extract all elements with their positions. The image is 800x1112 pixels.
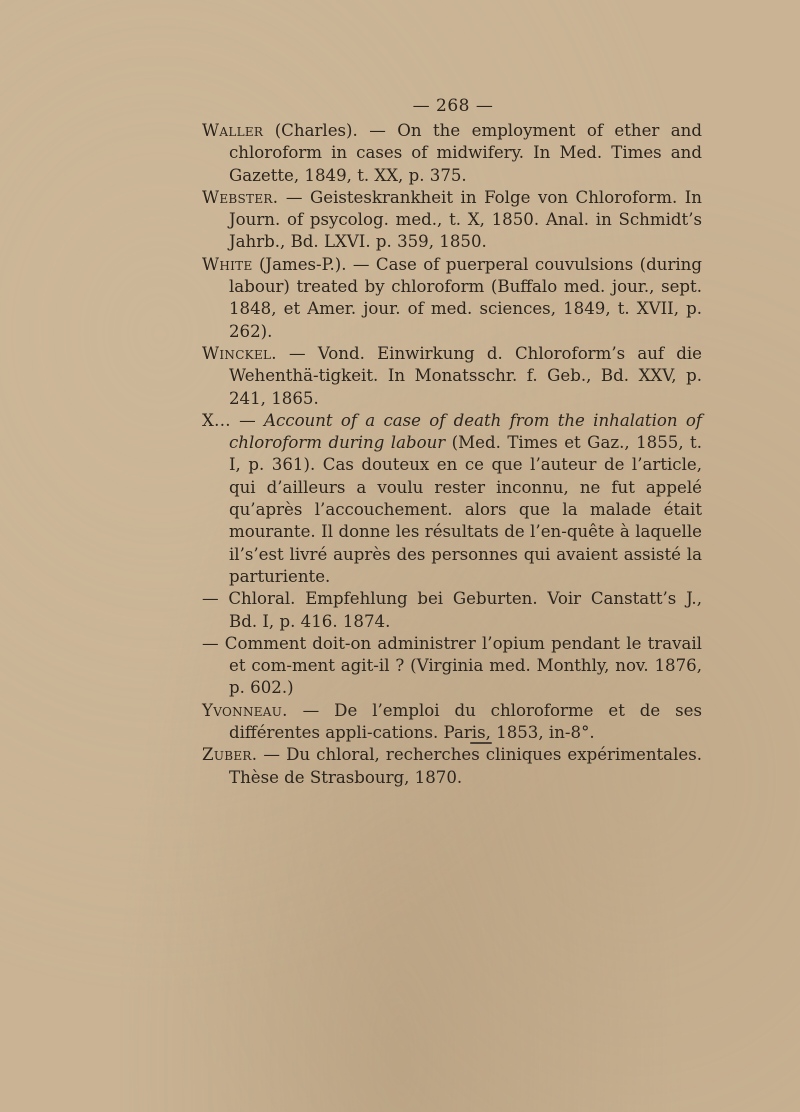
entry-dash: — [230, 410, 264, 430]
entry-text: — Du chloral, recherches cliniques expérimentales. Thèse de Strasbourg, 1870. [229, 745, 702, 787]
ink-speck [470, 742, 492, 744]
bibliography-entry-chloral [202, 588, 702, 633]
bibliography-entry-opium [202, 633, 702, 700]
entry-text: — Comment doit-on administrer l’opium pendant le travail et com-ment agit-il ? (Virginia med. Monthly, nov. 1876, p. 602.) [202, 633, 702, 698]
entry-text: (Med. Times et Gaz., 1855, t. I, p. 361). Cas douteux en ce que l’auteur de l’article, qui d’ailleurs a voulu rester inconnu, ne fut appelé qu’après l’accouchement. alors que la malade était mourante. Il donne les résultats de l’en-quête à laquelle il’s’est livré auprès des personnes qui avaient assisté la parturiente. [229, 433, 702, 586]
entry-author: Winckel. [202, 343, 277, 363]
entry-author: Webster. [202, 187, 279, 207]
bibliography-entry-white [202, 254, 702, 343]
entry-author: White [202, 254, 253, 274]
bibliography-entry-zuber [202, 744, 702, 789]
bibliography-entry-yvonneau [202, 700, 702, 745]
entry-title-italic: Account of a case of death from the inhalation of chloroform during labour [229, 410, 702, 453]
bibliography-list [202, 120, 702, 789]
page-number: — 268 — [412, 96, 494, 116]
entry-author: X... [202, 410, 231, 430]
bibliography-entry-winckel [202, 343, 702, 410]
bibliography-entry-x [202, 410, 702, 588]
entry-author: Yvonneau. [202, 700, 288, 720]
entry-text: (James-P.). — Case of puerperal couvulsions (during labour) treated by chloroform (Buffalo med. jour., sept. 1848, et Amer. jour. of med. sciences, 1849, t. XVII, p. 262). [229, 254, 702, 341]
entry-text: (Charles). — On the employment of ether and chloroform in cases of midwifery. In Med. Times and Gazette, 1849, t. XX, p. 375. [229, 121, 702, 185]
entry-text: — Geisteskrankheit in Folge von Chloroform. In Journ. of psycolog. med., t. X, 1850. Anal. in Schmidt’s Jahrb., Bd. LXVI. p. 359, 1850. [229, 187, 702, 252]
entry-text: — De l’emploi du chloroforme et de ses différentes appli-cations. Paris, 1853, in-8°. [229, 700, 702, 743]
bibliography-entry-waller [202, 120, 702, 187]
entry-text: — Chloral. Empfehlung bei Geburten. Voir Canstatt’s J., Bd. I, p. 416. 1874. [202, 589, 702, 631]
bibliography-entry-webster [202, 187, 702, 254]
entry-text: — Vond. Einwirkung d. Chloroform’s auf die Wehenthä-tigkeit. In Monatsschr. f. Geb., Bd. XXV, p. 241, 1865. [229, 343, 702, 408]
entry-author: Zuber. [202, 745, 258, 765]
entry-author: Waller [202, 121, 264, 140]
